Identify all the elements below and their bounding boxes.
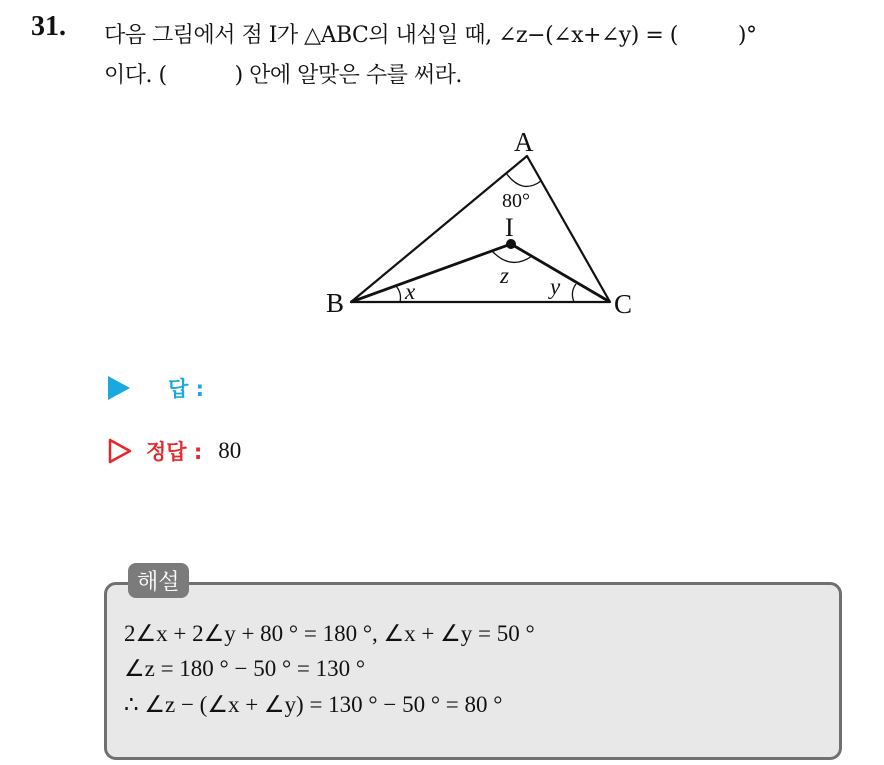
label-i: I bbox=[505, 213, 514, 242]
question-text-1b: )° bbox=[737, 23, 757, 48]
explanation-tag: 해설 bbox=[128, 563, 189, 598]
play-solid-icon bbox=[108, 376, 130, 400]
correct-answer-row bbox=[108, 436, 241, 466]
angle-label-x: x bbox=[405, 279, 416, 304]
label-c: C bbox=[614, 289, 633, 319]
angle-label-a: 80° bbox=[502, 190, 530, 212]
angle-label-y: y bbox=[550, 274, 561, 299]
label-b: B bbox=[326, 288, 345, 318]
question-text-1a: 다음 그림에서 점 I가 △ABC의 내심일 때, ∠z−(∠x+∠y) = ( bbox=[104, 23, 678, 48]
angle-label-z: z bbox=[500, 263, 509, 288]
explanation-line-1: 2∠x + 2∠y + 80 ° = 180 °, ∠x + ∠y = 50 ° bbox=[124, 621, 535, 646]
answer-row bbox=[108, 373, 204, 403]
label-a: A bbox=[514, 127, 534, 157]
correct-answer-value: 80 bbox=[218, 438, 242, 463]
play-outline-icon bbox=[108, 438, 132, 464]
segment-bi bbox=[351, 244, 511, 302]
correct-answer-label: 정답 : bbox=[146, 440, 203, 464]
explanation-line-3: ∴ ∠z − (∠x + ∠y) = 130 ° − 50 ° = 80 ° bbox=[124, 692, 503, 717]
angle-arc-a bbox=[506, 173, 541, 186]
angle-arc-c bbox=[572, 284, 576, 302]
answer-label: 답 : bbox=[168, 377, 204, 401]
explanation-line-2: ∠z = 180 ° − 50 ° = 130 ° bbox=[124, 656, 366, 681]
question-number: 31. bbox=[31, 11, 66, 42]
segment-ci bbox=[511, 244, 610, 302]
angle-arc-b bbox=[396, 286, 401, 302]
question-text-2b: ) 안에 알맞은 수를 써라. bbox=[234, 63, 462, 88]
question-text-2a: 이다. ( bbox=[104, 63, 167, 88]
